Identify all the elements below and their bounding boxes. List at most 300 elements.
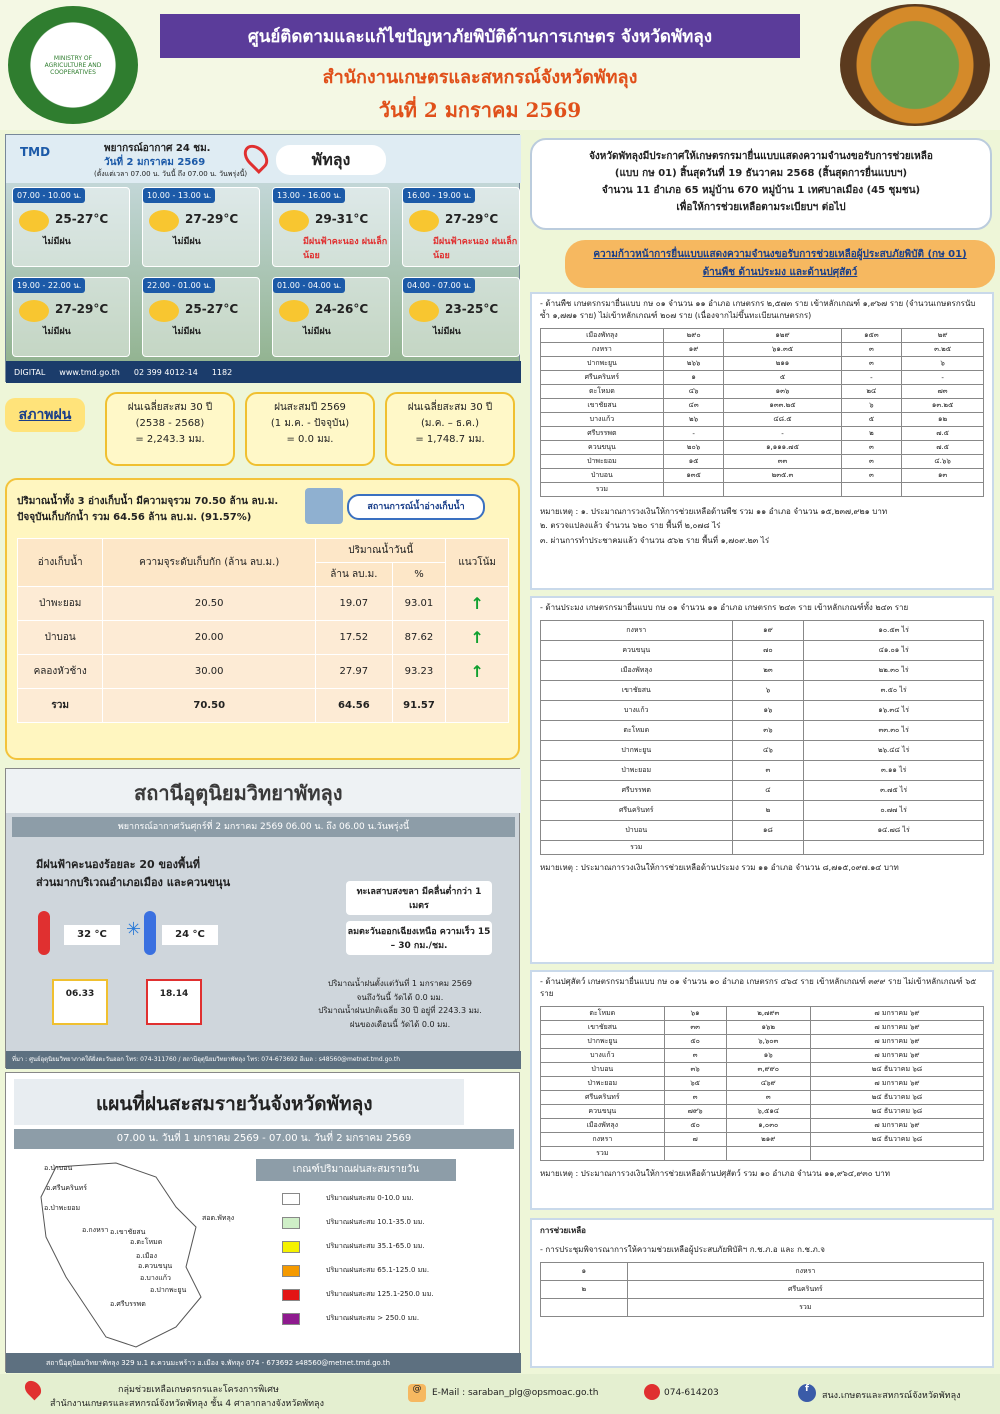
page-footer	[0, 1374, 1000, 1414]
table-row	[541, 1021, 984, 1035]
legend-label: ปริมาณฝนสะสม 35.1-65.0 มม.	[326, 1242, 425, 1250]
table-row	[541, 1063, 984, 1077]
table-row	[541, 661, 984, 681]
footer-email[interactable]: E-Mail : saraban_plg@opsmoac.go.th	[432, 1388, 599, 1398]
station-text1: มีฝนฟ้าคะนองร้อยละ 20 ของพื้นที่	[36, 858, 201, 871]
table-cell: ศรีบรรพต	[541, 781, 733, 801]
table-row	[541, 621, 984, 641]
sunrise-time: 06.33	[65, 989, 95, 999]
legend-label: ปริมาณฝนสะสม 65.1-125.0 มม.	[326, 1266, 430, 1274]
reservoir-capacity-text: ปริมาณน้ำทั้ง 3 อ่างเก็บน้ำ มีความจุรวม 70.50 ล้าน ลบ.ม.	[17, 496, 279, 507]
legend-swatch	[282, 1313, 300, 1325]
sunrise-box	[52, 979, 108, 1025]
announce-l3: จำนวน 11 อำเภอ 65 หมู่บ้าน 670 หมู่บ้าน 1 เทศบาลเมือง (45 ชุมชน)	[601, 185, 921, 196]
legend-swatch	[282, 1241, 300, 1253]
res-now: 19.07	[316, 587, 393, 621]
forecast-title: พยากรณ์อากาศ 24 ชม.	[104, 143, 211, 154]
district-label: อ.เมือง	[136, 1252, 158, 1260]
table-cell: ศรีนครินทร์	[541, 801, 733, 821]
table-row	[541, 781, 984, 801]
station-tmin: 24 °C	[162, 925, 218, 945]
tmd-website-link[interactable]: www.tmd.go.th	[59, 367, 120, 377]
table-cell: ๓.๒๕	[902, 343, 984, 357]
table-cell: กงหรา	[541, 621, 733, 641]
station-title: สถานีอุตุนิยมวิทยาพัทลุง	[134, 781, 343, 805]
table-cell: ๓๖	[732, 721, 804, 741]
table-cell: บางแก้ว	[541, 701, 733, 721]
rain-accum-box	[245, 392, 375, 466]
table-cell: ศรีนครินทร์	[541, 1091, 665, 1105]
tmd-phone: 02 399 4012-14	[133, 367, 198, 377]
table-cell: ศรีนครินทร์	[541, 371, 664, 385]
table-cell: กงหรา	[627, 1263, 983, 1281]
progress-line2: ด้านพืช ด้านประมง และด้านปศุสัตว์	[702, 267, 858, 278]
table-cell: ปากพะยูน	[541, 1035, 665, 1049]
assist-table	[540, 1262, 984, 1317]
progress-banner	[565, 240, 995, 288]
slot-condition: ไม่มีฝน	[303, 327, 331, 337]
station-panel	[5, 768, 520, 1068]
table-cell: ป่าพะยอม	[541, 761, 733, 781]
district-label: อ.ศรีบรรพต	[110, 1300, 146, 1308]
ls-total: รวม	[541, 1147, 665, 1161]
legend-label: ปริมาณฝนสะสม > 250.0 มม.	[326, 1314, 420, 1322]
res-pct: 93.23	[392, 655, 446, 689]
forecast-slot	[272, 187, 390, 267]
res-name: ป่าพะยอม	[18, 587, 103, 621]
table-cell: ๑๓๕	[663, 469, 724, 483]
table-cell: ๗๙๖	[664, 1105, 726, 1119]
rain-avg30-title: ฝนเฉลี่ยสะสม 30 ปี	[127, 402, 213, 413]
table-cell: ๕	[724, 371, 841, 385]
rain-avg30b-range: (ม.ค. – ธ.ค.)	[421, 418, 479, 429]
weather-icon	[409, 300, 439, 322]
facebook-icon: f	[798, 1384, 816, 1402]
district-label: อ.ควนขนุน	[138, 1262, 173, 1270]
table-cell: ๓๓	[724, 455, 841, 469]
total-cap: 70.50	[103, 689, 316, 723]
station-subtitle: พยากรณ์อากาศวันศุกร์ที่ 2 มกราคม 2569 06.00 น. ถึง 06.00 น.วันพรุ่งนี้	[12, 817, 515, 837]
table-cell: ๔๓	[663, 399, 724, 413]
reservoir-storage-text: ปัจจุบันเก็บกักน้ำ รวม 64.56 ล้าน ลบ.ม. (91.57%)	[17, 512, 252, 523]
table-cell: ๒๖	[663, 413, 724, 427]
footer-org2: สำนักงานเกษตรและสหกรณ์จังหวัดพัทลุง ชั้น 4 ศาลากลางจังหวัดพัทลุง	[50, 1399, 324, 1409]
table-cell: ๑๖.๓๔ ไร่	[804, 701, 984, 721]
weather-icon	[19, 210, 49, 232]
ls-note: หมายเหตุ : ประมาณการวงเงินให้การช่วยเหลือด้านปศุสัตว์ รวม ๑๐ อำเภอ จำนวน ๑๑,๙๖๔,๙๓๐ บาท	[540, 1169, 891, 1178]
table-cell: ๒๑๙	[726, 1133, 810, 1147]
table-cell: ๗ มกราคม ๖๙	[810, 1007, 983, 1021]
table-cell: ปากพะยูน	[541, 741, 733, 761]
rain-accum-title: ฝนสะสมปี 2569	[274, 402, 346, 413]
table-cell: ป่าบอน	[541, 469, 664, 483]
table-cell: ๒๙	[902, 329, 984, 343]
table-row	[541, 385, 984, 399]
table-row	[541, 741, 984, 761]
tmd-logo: TMD	[20, 145, 51, 159]
legend-label: ปริมาณฝนสะสม 10.1-35.0 มม.	[326, 1218, 425, 1226]
legend-label: ปริมาณฝนสะสม 125.1-250.0 มม.	[326, 1290, 434, 1298]
station-rain-info	[302, 977, 498, 1059]
rainmap-title: แผนที่ฝนสะสมรายวันจังหวัดพัทลุง	[96, 1093, 373, 1115]
forecast-province: พัทลุง	[276, 145, 386, 175]
thermometer-hot-icon	[38, 911, 50, 955]
table-row	[541, 371, 984, 385]
rain-avg30-years: (2538 - 2568)	[135, 418, 205, 429]
table-cell: ป่าบอน	[541, 821, 733, 841]
table-cell: ๗ มกราคม ๖๙	[810, 1049, 983, 1063]
legend-label: ปริมาณฝนสะสม 0-10.0 มม.	[326, 1194, 414, 1202]
table-cell: ปากพะยูน	[541, 357, 664, 371]
table-cell: ๓,๙๙๐	[726, 1063, 810, 1077]
table-cell: ๖,๕๑๔	[726, 1105, 810, 1119]
ministry-logo: MINISTRY OF AGRICULTURE AND COOPERATIVES	[8, 6, 138, 124]
trend-up-icon: ↑	[446, 621, 509, 655]
station-wind: ลมตะวันออกเฉียงเหนือ ความเร็ว 15 – 30 กม./ชม.	[346, 921, 492, 955]
page-title: ศูนย์ติดตามและแก้ไขปัญหาภัยพิบัติด้านการเกษตร จังหวัดพัทลุง	[160, 14, 800, 58]
province-seal	[840, 4, 990, 126]
table-row	[18, 655, 509, 689]
table-cell: ๔๖	[663, 385, 724, 399]
slot-temp: 23-25°C	[445, 302, 499, 316]
table-cell: ๒	[841, 427, 902, 441]
rain-avg30b-box	[385, 392, 515, 466]
table-cell: เมืองพัทลุง	[541, 329, 664, 343]
trend-up-icon: ↑	[446, 587, 509, 621]
res-now: 27.97	[316, 655, 393, 689]
table-cell: ตะโหมด	[541, 721, 733, 741]
table-cell: ๑๓๓.๒๕	[724, 399, 841, 413]
table-cell: ๑,๑๑๑.๗๕	[724, 441, 841, 455]
fish-note: หมายเหตุ : ประมาณการวงเงินให้การช่วยเหลือด้านประมง รวม ๑๑ อำเภอ จำนวน ๘,๗๑๕,๐๙๗.๑๔ บาท	[540, 863, 899, 872]
announce-l4: เพื่อให้การช่วยเหลือตามระเบียบฯ ต่อไป	[676, 202, 846, 213]
reservoir-badge: สถานการณ์น้ำอ่างเก็บน้ำ	[347, 494, 485, 520]
district-label: อ.ศรีนครินทร์	[46, 1184, 88, 1192]
table-row	[541, 1299, 984, 1317]
slot-time: 04.00 - 07.00 น.	[403, 278, 475, 293]
table-cell: ๑๖๒	[726, 1021, 810, 1035]
table-cell: ศรีนครินทร์	[627, 1281, 983, 1299]
rain-status-label: สภาพฝน	[5, 398, 85, 432]
table-cell: ๑๓	[902, 469, 984, 483]
office-name: สำนักงานเกษตรและสหกรณ์จังหวัดพัทลุง	[322, 67, 638, 88]
forecast-date: วันที่ 2 มกราคม 2569	[104, 157, 206, 168]
table-cell: ๓๓.๓๐ ไร่	[804, 721, 984, 741]
station-tmax: 32 °C	[64, 925, 120, 945]
rain-avg30b-value: = 1,748.7 มม.	[415, 434, 485, 445]
table-cell: ๖,๖๐๓	[726, 1035, 810, 1049]
res-cap: 20.50	[103, 587, 316, 621]
table-cell: ๑๓๖	[724, 385, 841, 399]
table-row	[541, 427, 984, 441]
res-pct: 93.01	[392, 587, 446, 621]
location-pin-icon	[22, 1378, 45, 1401]
crop-intro: - ด้านพืช เกษตรกรมายื่นแบบ กษ ๐๑ จำนวน ๑๑ อำเภอ เกษตรกร ๒,๕๗๓ ราย เข้าหลักเกณฑ์ ๑,๙๖๗ ราย (จำนวนเกษตรกรนับซ้ำ ๑,๗๗๑ ราย) ไม่เข้าหลักเกณฑ์ ๒๐๗ ราย (เนื่องจากไม่ขึ้นทะเบียนเกษตรกร)	[540, 299, 976, 320]
table-cell: ๗ มกราคม ๖๙	[810, 1077, 983, 1091]
forecast-slot	[12, 187, 130, 267]
table-cell: ๔๖	[732, 741, 804, 761]
sunset-time: 18.14	[159, 989, 189, 999]
slot-time: 16.00 - 19.00 น.	[403, 188, 475, 203]
table-cell: ๓	[841, 469, 902, 483]
table-row	[541, 1049, 984, 1063]
table-row	[541, 343, 984, 357]
table-cell: ๓	[841, 455, 902, 469]
table-cell: ๒๖๖	[663, 357, 724, 371]
table-cell: ๓.๕๐ ไร่	[804, 681, 984, 701]
table-cell: ๒๔ ธันวาคม ๖๘	[810, 1091, 983, 1105]
station-sea: ทะเลสาบสงขลา มีคลื่นต่ำกว่า 1 เมตร	[346, 881, 492, 915]
fish-total: รวม	[541, 841, 733, 855]
livestock-intro: - ด้านปศุสัตว์ เกษตรกรมายื่นแบบ กษ ๐๑ จำนวน ๑๐ อำเภอ เกษตรกร ๔๖๔ ราย เข้าหลักเกณฑ์ ๓๙๙ ราย ไม่เข้าหลักเกณฑ์ ๖๕ ราย	[540, 977, 977, 998]
col-trend: แนวโน้ม	[446, 539, 509, 587]
forecast-slot	[272, 277, 390, 357]
footer-facebook[interactable]: สนง.เกษตรและสหกรณ์จังหวัดพัทลุง	[822, 1391, 961, 1401]
rainmap-footer: สถานีอุตุนิยมวิทยาพัทลุง 329 ม.1 ต.ควนมะพร้าว อ.เมือง จ.พัทลุง 074 - 673692 s48560@metnet.tmd.go.th	[6, 1353, 521, 1373]
table-row	[541, 801, 984, 821]
table-cell: กงหรา	[541, 343, 664, 357]
table-row	[18, 621, 509, 655]
table-row	[541, 399, 984, 413]
table-row	[541, 1077, 984, 1091]
slot-temp: 27-29°C	[55, 302, 109, 316]
table-cell: ๑๖	[732, 701, 804, 721]
table-cell: ๓	[841, 441, 902, 455]
slot-temp: 24-26°C	[315, 302, 369, 316]
crop-panel	[530, 292, 994, 590]
announcement-panel	[530, 138, 992, 230]
table-cell: กงหรา	[541, 1133, 665, 1147]
forecast-slot	[142, 277, 260, 357]
table-cell: ๖	[732, 681, 804, 701]
col-reservoir: อ่างเก็บน้ำ	[18, 539, 103, 587]
table-row	[541, 441, 984, 455]
slot-condition: มีฝนฟ้าคะนอง ฝนเล็กน้อย	[303, 237, 388, 261]
district-label: อ.ปากพะยูน	[150, 1286, 187, 1294]
trend-up-icon: ↑	[446, 655, 509, 689]
table-cell: ๗ มกราคม ๖๙	[810, 1021, 983, 1035]
forecast-slot	[402, 187, 520, 267]
slot-condition: ไม่มีฝน	[433, 327, 461, 337]
table-cell: ๑๒	[902, 413, 984, 427]
table-cell: ๓.๗๕ ไร่	[804, 781, 984, 801]
table-cell: ๗ มกราคม ๖๙	[810, 1119, 983, 1133]
table-row	[541, 721, 984, 741]
rain-accum-range: (1 ม.ค. - ปัจจุบัน)	[270, 418, 350, 429]
legend-title: เกณฑ์ปริมาณฝนสะสมรายวัน	[256, 1159, 456, 1181]
table-cell: เมืองพัทลุง	[541, 661, 733, 681]
assist-panel	[530, 1218, 994, 1368]
slot-condition: ไม่มีฝน	[173, 327, 201, 337]
table-cell: ๑	[663, 371, 724, 385]
res-cap: 20.00	[103, 621, 316, 655]
table-cell: เขาชัยสน	[541, 681, 733, 701]
slot-time: 10.00 - 13.00 น.	[143, 188, 215, 203]
table-cell: ๗	[664, 1133, 726, 1147]
table-cell: ๗.๕	[902, 441, 984, 455]
table-cell: ควนขนุน	[541, 641, 733, 661]
total-trend	[446, 689, 509, 723]
table-row	[541, 1007, 984, 1021]
crop-note: หมายเหตุ : ๑. ประมาณการวงเงินให้การช่วยเหลือด้านพืช รวม ๑๑ อำเภอ จำนวน ๑๕,๒๓๗,๙๒๑ บาท	[540, 507, 888, 516]
table-cell: ๑๕	[663, 455, 724, 469]
phone-icon	[644, 1384, 660, 1400]
table-cell: ๕๐	[664, 1035, 726, 1049]
table-cell: ๖๕	[664, 1077, 726, 1091]
res-name: คลองหัวช้าง	[18, 655, 103, 689]
total-pct: 91.57	[392, 689, 446, 723]
station-r3: ปริมาณน้ำฝนปกติเฉลี่ย 30 ปี อยู่ที่ 2243.3 มม.	[318, 1006, 482, 1016]
table-cell: รวม	[627, 1299, 983, 1317]
fish-intro: - ด้านประมง เกษตรกรมายื่นแบบ กษ ๐๑ จำนวน ๑๑ อำเภอ เกษตรกร ๒๔๓ ราย เข้าหลักเกณฑ์ทั้ง ๒๔๓ ราย	[540, 603, 909, 612]
legend-swatch	[282, 1193, 300, 1205]
legend-swatch	[282, 1217, 300, 1229]
table-cell: ๔๑.๐๑ ไร่	[804, 641, 984, 661]
table-cell: ๒๓	[732, 661, 804, 681]
table-cell: ป่าบอน	[541, 1063, 665, 1077]
livestock-table	[540, 1006, 984, 1161]
table-cell: ๒๖.๔๔ ไร่	[804, 741, 984, 761]
table-row	[541, 681, 984, 701]
footer-tel: 074-614203	[664, 1388, 719, 1398]
slot-condition: มีฝนฟ้าคะนอง ฝนเล็กน้อย	[433, 237, 518, 261]
table-cell: ๑๒๙	[724, 329, 841, 343]
weather-icon	[279, 210, 309, 232]
tmd-hotline: 1182	[211, 367, 233, 377]
table-cell: ๒๔ ธันวาคม ๖๘	[810, 1105, 983, 1119]
assist-sub: - การประชุมพิจารณาการให้ความช่วยเหลือผู้ประสบภัยพิบัติฯ ก.ช.ภ.อ และ ก.ช.ภ.จ	[540, 1245, 825, 1254]
table-cell: ๓	[841, 343, 902, 357]
forecast-slot	[402, 277, 520, 357]
table-cell: เขาชัยสน	[541, 1021, 665, 1035]
table-row	[541, 1091, 984, 1105]
crop-note: ๓. ผ่านการทำประชาคมแล้ว จำนวน ๕๖๒ ราย พื้นที่ ๑,๗๐๙.๒๓ ไร่	[540, 535, 770, 545]
table-cell: ๒๔ ธันวาคม ๖๘	[810, 1133, 983, 1147]
table-cell: ๗๐	[732, 641, 804, 661]
slot-temp: 25-27°C	[55, 212, 109, 226]
table-row	[541, 357, 984, 371]
table-row	[541, 329, 984, 343]
slot-condition: ไม่มีฝน	[43, 237, 71, 247]
table-cell: ๒๑๑	[724, 357, 841, 371]
table-cell: ๒๐๖	[663, 441, 724, 455]
table-cell: ๔๖๙	[726, 1077, 810, 1091]
table-cell: ๓๓	[664, 1021, 726, 1035]
table-cell: บางแก้ว	[541, 413, 664, 427]
table-row	[541, 821, 984, 841]
table-row	[541, 1263, 984, 1281]
table-cell: ๓	[664, 1091, 726, 1105]
reservoir-panel	[5, 478, 520, 760]
table-cell: ๒	[732, 801, 804, 821]
slot-temp: 25-27°C	[185, 302, 239, 316]
table-cell: ๒,๗๙๓	[726, 1007, 810, 1021]
station-r2: จนถึงวันนี้ วัดได้ 0.0 มม.	[356, 992, 444, 1002]
table-row	[541, 455, 984, 469]
legend-swatch	[282, 1289, 300, 1301]
rain-avg30b-title: ฝนเฉลี่ยสะสม 30 ปี	[407, 402, 493, 413]
slot-temp: 29-31°C	[315, 212, 369, 226]
table-cell: ๓๖	[664, 1063, 726, 1077]
crop-total: รวม	[541, 483, 664, 497]
table-cell: ตะโหมด	[541, 1007, 665, 1021]
slot-time: 19.00 - 22.00 น.	[13, 278, 85, 293]
table-cell: ๑๕๓	[841, 329, 902, 343]
table-cell: ป่าพะยอม	[541, 455, 664, 469]
table-cell: -	[902, 371, 984, 385]
reservoir-table	[17, 538, 509, 723]
table-row	[541, 1281, 984, 1299]
slot-time: 13.00 - 16.00 น.	[273, 188, 345, 203]
district-label: อ.เขาชัยสน	[110, 1228, 146, 1236]
weather-icon	[149, 210, 179, 232]
table-row	[541, 413, 984, 427]
table-cell	[541, 1299, 628, 1317]
station-marker-label: สอต.พัทลุง	[202, 1214, 235, 1222]
table-row	[541, 1105, 984, 1119]
slot-condition: ไม่มีฝน	[43, 327, 71, 337]
table-cell: ควนขนุน	[541, 1105, 665, 1119]
table-cell: ๓	[841, 357, 902, 371]
table-cell: ศรีบรรพต	[541, 427, 664, 441]
table-cell: -	[663, 427, 724, 441]
rain-accum-value: = 0.0 มม.	[286, 434, 334, 445]
forecast-slot	[142, 187, 260, 267]
col-pct: %	[392, 563, 446, 587]
res-pct: 87.62	[392, 621, 446, 655]
thermometer-cold-icon	[144, 911, 156, 955]
forecast-panel	[5, 134, 520, 382]
table-cell: ๑๙	[663, 343, 724, 357]
table-cell: ๓	[726, 1091, 810, 1105]
dam-icon	[305, 488, 343, 524]
col-today: ปริมาณน้ำวันนี้	[316, 539, 446, 563]
email-icon: @	[408, 1384, 426, 1402]
table-cell: ๑๘	[732, 821, 804, 841]
table-row	[541, 701, 984, 721]
station-footer: ที่มา : ศูนย์อุตุนิยมวิทยาภาคใต้ฝั่งตะวันออก โทร: 074-311760 / สถานีอุตุนิยมวิทยาพัทลุง โทร: 074-673692 อีเมล : s48560@metnet.tmd.go.th	[6, 1051, 521, 1069]
table-cell: ๒๒.๓๐ ไร่	[804, 661, 984, 681]
table-cell: ๗.๕	[902, 427, 984, 441]
station-text2: ส่วนมากบริเวณอำเภอเมือง และควนขนุน	[36, 876, 231, 889]
report-date: วันที่ 2 มกราคม 2569	[378, 98, 582, 122]
weather-icon	[409, 210, 439, 232]
table-row	[541, 1133, 984, 1147]
table-row	[541, 1035, 984, 1049]
res-name: ป่าบอน	[18, 621, 103, 655]
station-r1: ปริมาณน้ำฝนตั้งแต่วันที่ 1 มกราคม 2569	[328, 979, 472, 988]
district-label: อ.บางแก้ว	[140, 1274, 171, 1282]
weather-icon	[19, 300, 49, 322]
forecast-range: (ตั้งแต่เวลา 07.00 น. วันนี้ ถึง 07.00 น. วันพรุ่งนี้)	[94, 170, 248, 178]
sunset-box	[146, 979, 202, 1025]
digital-platform-logo: DIGITAL	[14, 367, 46, 377]
total-name: รวม	[18, 689, 103, 723]
table-cell: ๖	[841, 399, 902, 413]
table-cell: ๒	[541, 1281, 628, 1299]
table-cell: ๗ มกราคม ๖๙	[810, 1035, 983, 1049]
livestock-panel	[530, 970, 994, 1210]
table-cell: เขาชัยสน	[541, 399, 664, 413]
table-cell: ๑,๐๓๐	[726, 1119, 810, 1133]
table-cell: เมืองพัทลุง	[541, 1119, 665, 1133]
district-label: อ.ป่าพะยอม	[44, 1204, 81, 1212]
table-cell: ๓	[732, 761, 804, 781]
table-cell: ๖	[902, 357, 984, 371]
res-now: 17.52	[316, 621, 393, 655]
legend-swatch	[282, 1265, 300, 1277]
table-row	[18, 587, 509, 621]
